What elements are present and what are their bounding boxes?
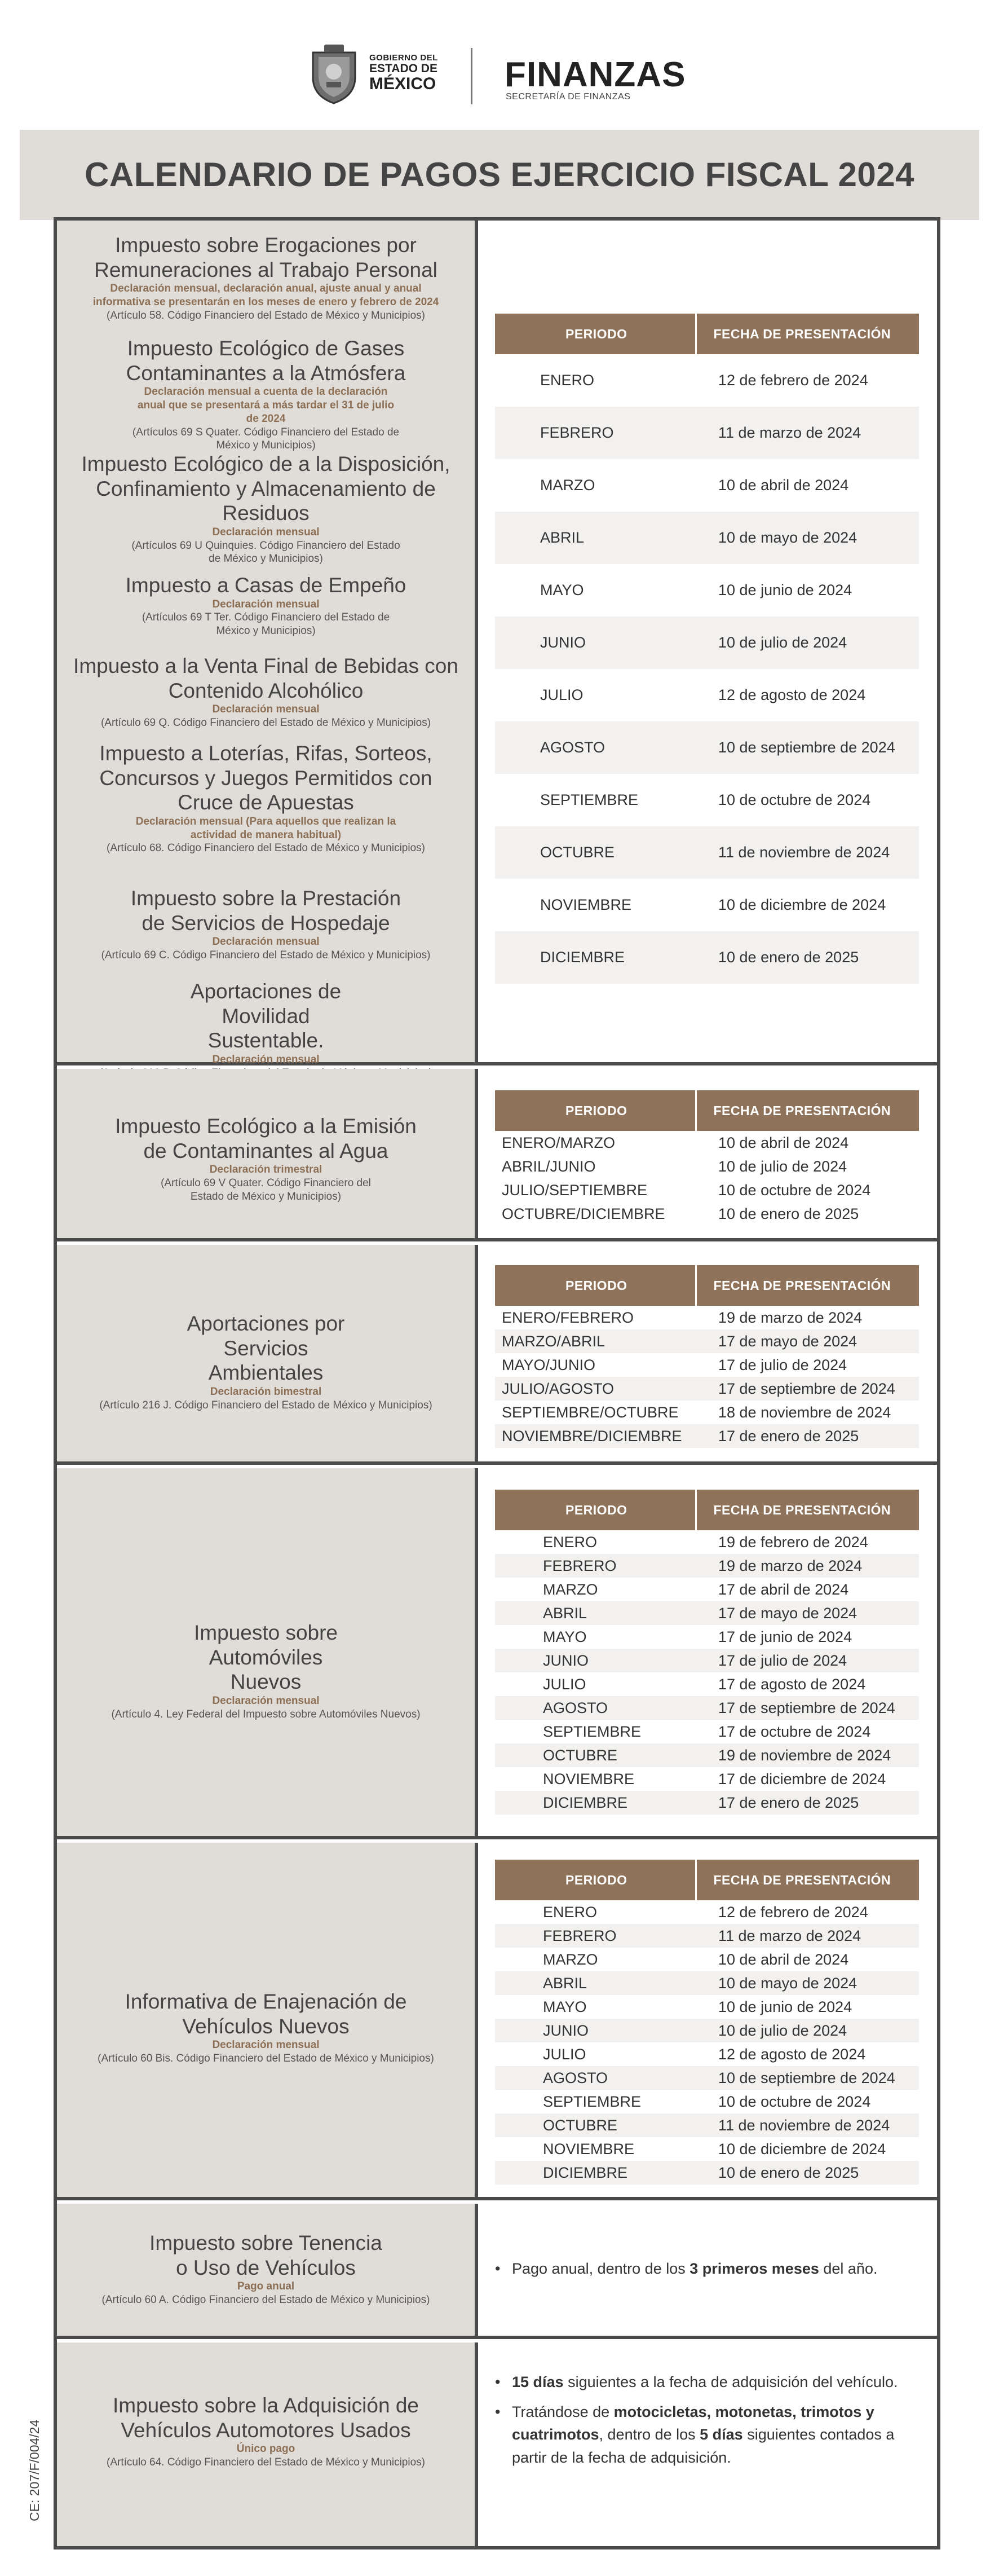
fecha-cell: 17 de julio de 2024 <box>696 1649 919 1672</box>
table-row <box>495 774 919 826</box>
table-row <box>495 1625 919 1649</box>
bullet-text: , dentro de los <box>599 2426 700 2443</box>
table-row <box>495 1530 919 1554</box>
fecha-cell: 10 de octubre de 2024 <box>718 1181 871 1199</box>
tax-name: Informativa de Enajenación de Vehículos Nuevos <box>125 1990 407 2038</box>
periodo-cell: DICIEMBRE <box>495 931 696 984</box>
table-row <box>495 1948 919 1971</box>
table-row <box>495 1767 919 1791</box>
periodo-cell: SEPTIEMBRE/OCTUBRE <box>502 1403 679 1421</box>
fecha-cell: 11 de marzo de 2024 <box>696 1924 919 1948</box>
tax-declaracion: Declaración mensual <box>212 703 320 716</box>
bullet-bold-text: 5 días <box>700 2426 743 2443</box>
logo-block <box>307 42 719 110</box>
table-row <box>495 1306 919 1329</box>
section-left-panel <box>57 1468 478 1836</box>
section-tenencia <box>57 2204 937 2339</box>
section-left-panel <box>57 2342 478 2546</box>
header-periodo: PERIODO <box>495 314 696 354</box>
periodo-cell: MAYO/JUNIO <box>502 1356 596 1373</box>
table-row <box>495 512 919 564</box>
tax-name: Aportaciones por Servicios Ambientales <box>187 1312 345 1385</box>
section-enajenacion-vehiculos <box>57 1843 937 2200</box>
fecha-cell: 12 de febrero de 2024 <box>718 1903 868 1921</box>
fecha-cell: 17 de mayo de 2024 <box>696 1601 919 1625</box>
section-left-panel <box>57 1069 478 1238</box>
calendar-table <box>495 1090 919 1226</box>
periodo-cell: OCTUBRE <box>495 1743 696 1767</box>
tax-entry <box>57 1989 475 2066</box>
bullet-item <box>495 2401 923 2469</box>
fecha-cell: 10 de junio de 2024 <box>718 1998 852 2015</box>
periodo-cell: NOVIEMBRE/DICIEMBRE <box>495 1424 696 1448</box>
tax-entry <box>57 452 475 566</box>
document-code: CE: 207/F/004/24 <box>27 2419 42 2521</box>
table-row <box>495 2113 919 2137</box>
section-left-panel <box>57 1843 478 2197</box>
table-row <box>495 1743 919 1767</box>
gov-line-3: MÉXICO <box>369 74 436 93</box>
finanzas-title: FINANZAS <box>505 55 686 94</box>
tax-articulo: (Artículo 4. Ley Federal del Impuesto sobre Automóviles Nuevos) <box>111 1708 421 1720</box>
periodo-cell: SEPTIEMBRE <box>543 1723 642 1740</box>
bullet-list <box>495 2257 923 2287</box>
header-periodo: PERIODO <box>495 1490 696 1530</box>
section-vehiculos-usados <box>57 2342 937 2546</box>
tax-entry <box>57 2231 475 2307</box>
tax-entry <box>57 1621 475 1721</box>
table-row <box>495 1178 919 1202</box>
periodo-cell: MARZO <box>543 1950 598 1968</box>
table-row <box>495 879 919 931</box>
table-row <box>495 354 919 407</box>
periodo-cell: MAYO <box>540 582 584 598</box>
periodo-cell: OCTUBRE <box>495 826 696 879</box>
calendar-table <box>495 1490 919 1815</box>
periodo-cell: DICIEMBRE <box>495 2161 696 2185</box>
header-fecha: FECHA DE PRESENTACIÓN <box>696 1265 919 1306</box>
tax-name: Impuesto Ecológico de a la Disposición, Confinamiento y Almacenamiento de Residuos <box>81 452 450 525</box>
fecha-cell: 10 de diciembre de 2024 <box>718 896 886 913</box>
fecha-cell: 10 de septiembre de 2024 <box>696 721 919 774</box>
header-fecha: FECHA DE PRESENTACIÓN <box>696 1490 919 1530</box>
section-agua <box>57 1069 937 1241</box>
fecha-cell: 11 de marzo de 2024 <box>696 407 919 459</box>
table-row <box>495 1696 919 1720</box>
title-band <box>20 130 979 220</box>
table-row <box>495 2090 919 2113</box>
table-header-row <box>495 1490 919 1530</box>
table-row <box>495 1578 919 1601</box>
fecha-cell: 10 de enero de 2025 <box>696 931 919 984</box>
table-row <box>495 1131 919 1155</box>
bullet-bold-text: 15 días <box>512 2374 564 2390</box>
fecha-cell: 19 de febrero de 2024 <box>718 1533 868 1551</box>
periodo-cell: AGOSTO <box>495 721 696 774</box>
bullet-text: Pago anual, dentro de los <box>512 2260 690 2277</box>
tax-articulo: (Artículo 69 C. Código Financiero del Estado de México y Municipios) <box>101 949 431 962</box>
fecha-cell: 12 de agosto de 2024 <box>718 2045 866 2063</box>
periodo-cell: JUNIO <box>495 2019 696 2042</box>
fecha-cell: 10 de julio de 2024 <box>718 1157 847 1175</box>
periodo-cell: MARZO <box>540 477 595 494</box>
table-row <box>495 826 919 879</box>
bullet-text: siguientes contados a partir de la fecha de adquisición. <box>512 2426 895 2466</box>
tax-articulo: (Artículos 69 U Quinquies. Código Financiero del Estado de México y Municipios) <box>131 539 400 565</box>
tax-declaracion: Declaración mensual (Para aquellos que realizan la actividad de manera habitual) <box>135 815 396 841</box>
tax-articulo: (Artículo 216 J. Código Financiero del Estado de México y Municipios) <box>99 1399 432 1411</box>
section-right-panel <box>478 2204 937 2336</box>
tax-entry <box>57 233 475 323</box>
section-right-panel <box>478 2342 937 2546</box>
fecha-cell: 12 de agosto de 2024 <box>718 686 866 703</box>
header-fecha: FECHA DE PRESENTACIÓN <box>696 1090 919 1131</box>
page-title: CALENDARIO DE PAGOS EJERCICIO FISCAL 2024 <box>85 156 914 193</box>
tax-declaracion: Declaración mensual <box>212 2039 320 2051</box>
fecha-cell: 10 de septiembre de 2024 <box>696 2066 919 2090</box>
header <box>0 0 999 130</box>
bullet-bold-text: motocicletas, motonetas, trimotos y cuatrimotos <box>512 2403 874 2443</box>
fecha-cell: 17 de octubre de 2024 <box>718 1723 871 1740</box>
periodo-cell: FEBRERO <box>495 1924 696 1948</box>
table-row <box>495 1900 919 1924</box>
tax-declaracion: Pago anual <box>237 2280 295 2293</box>
table-row <box>495 2019 919 2042</box>
fecha-cell: 11 de noviembre de 2024 <box>696 826 919 879</box>
tax-entry <box>57 979 475 1080</box>
section-right-panel <box>478 221 937 1062</box>
tax-name: Impuesto a la Venta Final de Bebidas con Contenido Alcohólico <box>73 654 458 702</box>
tax-entry <box>57 886 475 962</box>
periodo-cell: ENERO/MARZO <box>502 1134 616 1151</box>
tax-declaracion: Declaración mensual <box>212 936 320 948</box>
tax-articulo: (Artículo 69 V Quater. Código Financiero del Estado de México y Municipios) <box>161 1177 371 1203</box>
fecha-cell: 10 de mayo de 2024 <box>696 1971 919 1995</box>
fecha-cell: 10 de julio de 2024 <box>696 2019 919 2042</box>
header-periodo: PERIODO <box>495 1090 696 1131</box>
bullet-text: Tratándose de <box>512 2403 614 2420</box>
table-row <box>495 1401 919 1424</box>
gov-line-1: GOBIERNO DEL <box>369 53 438 63</box>
tax-articulo: (Artículo 64. Código Financiero del Estado de México y Municipios) <box>107 2456 425 2469</box>
fecha-cell: 10 de enero de 2025 <box>718 1205 859 1222</box>
tax-articulo: (Artículos 69 T Ter. Código Financiero del Estado de México y Municipios) <box>142 611 390 637</box>
table-row <box>495 1791 919 1815</box>
tax-declaracion: Declaración mensual, declaración anual, ajuste anual y anual informativa se presentarán en los meses de enero y febrero de 2024 <box>92 283 439 309</box>
table-row <box>495 1720 919 1743</box>
periodo-cell: FEBRERO <box>495 407 696 459</box>
tax-name: Impuesto sobre Tenencia o Uso de Vehículos <box>149 2231 382 2279</box>
gov-line-2: ESTADO DE <box>369 61 437 75</box>
table-row <box>495 407 919 459</box>
periodo-cell: JULIO <box>540 686 584 703</box>
table-row <box>495 1353 919 1377</box>
periodo-cell: DICIEMBRE <box>495 1791 696 1815</box>
table-row <box>495 564 919 617</box>
periodo-cell: MAYO <box>543 1998 587 2015</box>
periodo-cell: JUNIO <box>495 1649 696 1672</box>
periodo-cell: ENERO <box>543 1903 598 1921</box>
table-row <box>495 2161 919 2185</box>
fecha-cell: 10 de abril de 2024 <box>718 1950 849 1968</box>
table-header-row <box>495 1090 919 1131</box>
section-automoviles-nuevos <box>57 1468 937 1839</box>
periodo-cell: MARZO <box>543 1580 598 1598</box>
tax-name: Impuesto a Casas de Empeño <box>125 574 406 597</box>
tax-articulo: (Artículo 58. Código Financiero del Estado de México y Municipios) <box>107 309 425 322</box>
calendar-table <box>495 1265 919 1448</box>
bullet-item <box>495 2371 923 2394</box>
periodo-cell: ABRIL/JUNIO <box>502 1157 596 1175</box>
table-row <box>495 1554 919 1578</box>
tax-entry <box>57 2393 475 2469</box>
periodo-cell: ENERO <box>540 372 595 389</box>
fecha-cell: 19 de noviembre de 2024 <box>696 1743 919 1767</box>
table-row <box>495 1672 919 1696</box>
table-row <box>495 1649 919 1672</box>
section-right-panel <box>478 1468 937 1836</box>
section-left-panel <box>57 221 478 1065</box>
fecha-cell: 12 de febrero de 2024 <box>718 372 868 389</box>
table-row <box>495 2137 919 2161</box>
table-row <box>495 1155 919 1178</box>
tax-declaracion: Declaración mensual a cuenta de la declaración anual que se presentará a más tardar el 31 de julio de 2024 <box>137 386 395 425</box>
periodo-cell: MAYO <box>543 1628 587 1645</box>
calendar-table <box>495 314 919 984</box>
state-coat-of-arms-icon <box>307 42 361 104</box>
fecha-cell: 17 de junio de 2024 <box>718 1628 852 1645</box>
section-right-panel <box>478 1843 937 2197</box>
table-row <box>495 1202 919 1226</box>
tax-articulo: (Artículos 69 S Quater. Código Financiero del Estado de México y Municipios) <box>132 426 400 452</box>
calendar-table <box>495 1860 919 2185</box>
tax-declaracion: Declaración mensual <box>212 1053 320 1065</box>
tax-entry <box>57 336 475 452</box>
table-row <box>495 2066 919 2090</box>
fecha-cell: 10 de octubre de 2024 <box>718 791 871 808</box>
tax-articulo: (Artículo 69 Q. Código Financiero del Estado de México y Municipios) <box>100 717 431 729</box>
fecha-cell: 11 de noviembre de 2024 <box>696 2113 919 2137</box>
tax-entry <box>57 1114 475 1204</box>
tax-name: Aportaciones de Movilidad Sustentable. <box>190 980 342 1053</box>
tax-declaracion: Declaración mensual <box>212 1694 320 1707</box>
periodo-cell: NOVIEMBRE <box>540 896 632 913</box>
header-divider <box>471 48 472 104</box>
tax-declaracion: Declaración mensual <box>212 526 320 538</box>
periodo-cell: NOVIEMBRE <box>543 2140 635 2157</box>
bullet-item <box>495 2257 923 2280</box>
tax-name: Impuesto sobre la Prestación de Servicios de Hospedaje <box>130 887 401 935</box>
fecha-cell: 17 de agosto de 2024 <box>718 1675 866 1693</box>
fecha-cell: 10 de octubre de 2024 <box>718 2093 871 2110</box>
fecha-cell: 10 de abril de 2024 <box>718 1134 849 1151</box>
periodo-cell: MARZO/ABRIL <box>495 1329 696 1353</box>
fecha-cell: 17 de enero de 2025 <box>696 1424 919 1448</box>
table-row <box>495 1424 919 1448</box>
table-row <box>495 1601 919 1625</box>
header-periodo: PERIODO <box>495 1860 696 1900</box>
periodo-cell: ENERO/FEBRERO <box>502 1309 634 1326</box>
tax-articulo: (Artículo 60 Bis. Código Financiero del Estado de México y Municipios) <box>98 2053 434 2065</box>
calendar-grid <box>54 217 940 2549</box>
section-servicios-ambientales <box>57 1245 937 1465</box>
section-left-panel <box>57 1245 478 1461</box>
fecha-cell: 10 de mayo de 2024 <box>696 512 919 564</box>
tax-declaracion: Declaración mensual <box>212 598 320 610</box>
section-left-panel <box>57 2204 478 2336</box>
header-fecha: FECHA DE PRESENTACIÓN <box>696 314 919 354</box>
periodo-cell: SEPTIEMBRE <box>543 2093 642 2110</box>
tax-name: Impuesto Ecológico de Gases Contaminantes a la Atmósfera <box>126 337 406 385</box>
fecha-cell: 19 de marzo de 2024 <box>696 1554 919 1578</box>
table-row <box>495 2042 919 2066</box>
table-row <box>495 1971 919 1995</box>
fecha-cell: 10 de junio de 2024 <box>718 582 852 598</box>
table-row <box>495 459 919 512</box>
fecha-cell: 17 de mayo de 2024 <box>696 1329 919 1353</box>
table-row <box>495 1924 919 1948</box>
fecha-cell: 17 de enero de 2025 <box>696 1791 919 1815</box>
section-monthly-taxes <box>57 221 937 1065</box>
fecha-cell: 10 de enero de 2025 <box>696 2161 919 2185</box>
periodo-cell: ABRIL <box>495 512 696 564</box>
table-row <box>495 721 919 774</box>
fecha-cell: 18 de noviembre de 2024 <box>718 1403 891 1421</box>
periodo-cell: OCTUBRE/DICIEMBRE <box>502 1205 665 1222</box>
fecha-cell: 17 de septiembre de 2024 <box>696 1696 919 1720</box>
bullet-bold-text: 3 primeros meses <box>689 2260 819 2277</box>
periodo-cell: FEBRERO <box>495 1554 696 1578</box>
periodo-cell: ABRIL <box>495 1971 696 1995</box>
table-row <box>495 669 919 721</box>
periodo-cell: ENERO <box>543 1533 598 1551</box>
fecha-cell: 17 de julio de 2024 <box>718 1356 847 1373</box>
bullet-text: siguientes a la fecha de adquisición del vehículo. <box>563 2374 898 2390</box>
section-right-panel <box>478 1069 937 1238</box>
periodo-cell: OCTUBRE <box>495 2113 696 2137</box>
tax-articulo: (Artículo 68. Código Financiero del Estado de México y Municipios) <box>107 842 425 855</box>
table-row <box>495 1995 919 2019</box>
tax-name: Impuesto Ecológico a la Emisión de Contaminantes al Agua <box>115 1115 417 1162</box>
fecha-cell: 10 de julio de 2024 <box>696 617 919 669</box>
header-periodo: PERIODO <box>495 1265 696 1306</box>
tax-declaracion: Declaración trimestral <box>209 1164 322 1176</box>
table-row <box>495 931 919 984</box>
tax-entry <box>57 573 475 638</box>
fecha-cell: 10 de diciembre de 2024 <box>718 2140 886 2157</box>
header-fecha: FECHA DE PRESENTACIÓN <box>696 1860 919 1900</box>
bullet-list <box>495 2371 923 2476</box>
section-right-panel <box>478 1245 937 1461</box>
periodo-cell: JULIO <box>543 2045 586 2063</box>
periodo-cell: AGOSTO <box>495 1696 696 1720</box>
fecha-cell: 19 de marzo de 2024 <box>718 1309 863 1326</box>
tax-name: Impuesto sobre Automóviles Nuevos <box>193 1621 338 1694</box>
periodo-cell: SEPTIEMBRE <box>540 791 639 808</box>
table-header-row <box>495 1265 919 1306</box>
bullet-text: del año. <box>819 2260 878 2277</box>
periodo-cell: JULIO/AGOSTO <box>495 1377 696 1401</box>
tax-entry <box>57 741 475 855</box>
government-text <box>369 54 488 93</box>
table-header-row <box>495 314 919 354</box>
tax-name: Impuesto a Loterías, Rifas, Sorteos, Concursos y Juegos Permitidos con Cruce de Apuestas <box>99 742 432 814</box>
fecha-cell: 17 de diciembre de 2024 <box>718 1770 886 1787</box>
table-row <box>495 617 919 669</box>
tax-declaracion: Declaración bimestral <box>210 1385 322 1398</box>
periodo-cell: JUNIO <box>495 617 696 669</box>
periodo-cell: NOVIEMBRE <box>543 1770 635 1787</box>
tax-entry <box>57 654 475 730</box>
secretaria-subtitle: SECRETARÍA DE FINANZAS <box>506 92 631 102</box>
tax-entry <box>57 1311 475 1412</box>
periodo-cell: ABRIL <box>495 1601 696 1625</box>
periodo-cell: AGOSTO <box>495 2066 696 2090</box>
periodo-cell: JULIO <box>543 1675 586 1693</box>
tax-name: Impuesto sobre Erogaciones por Remuneraciones al Trabajo Personal <box>94 234 437 281</box>
table-row <box>495 1329 919 1353</box>
tax-articulo: (Artículo 60 A. Código Financiero del Estado de México y Municipios) <box>101 2294 430 2306</box>
table-row <box>495 1377 919 1401</box>
tax-name: Impuesto sobre la Adquisición de Vehículos Automotores Usados <box>112 2394 419 2442</box>
table-header-row <box>495 1860 919 1900</box>
tax-declaracion: Único pago <box>236 2443 295 2455</box>
fecha-cell: 17 de septiembre de 2024 <box>696 1377 919 1401</box>
fecha-cell: 10 de abril de 2024 <box>718 477 849 494</box>
fecha-cell: 17 de abril de 2024 <box>718 1580 849 1598</box>
periodo-cell: JULIO/SEPTIEMBRE <box>502 1181 648 1199</box>
